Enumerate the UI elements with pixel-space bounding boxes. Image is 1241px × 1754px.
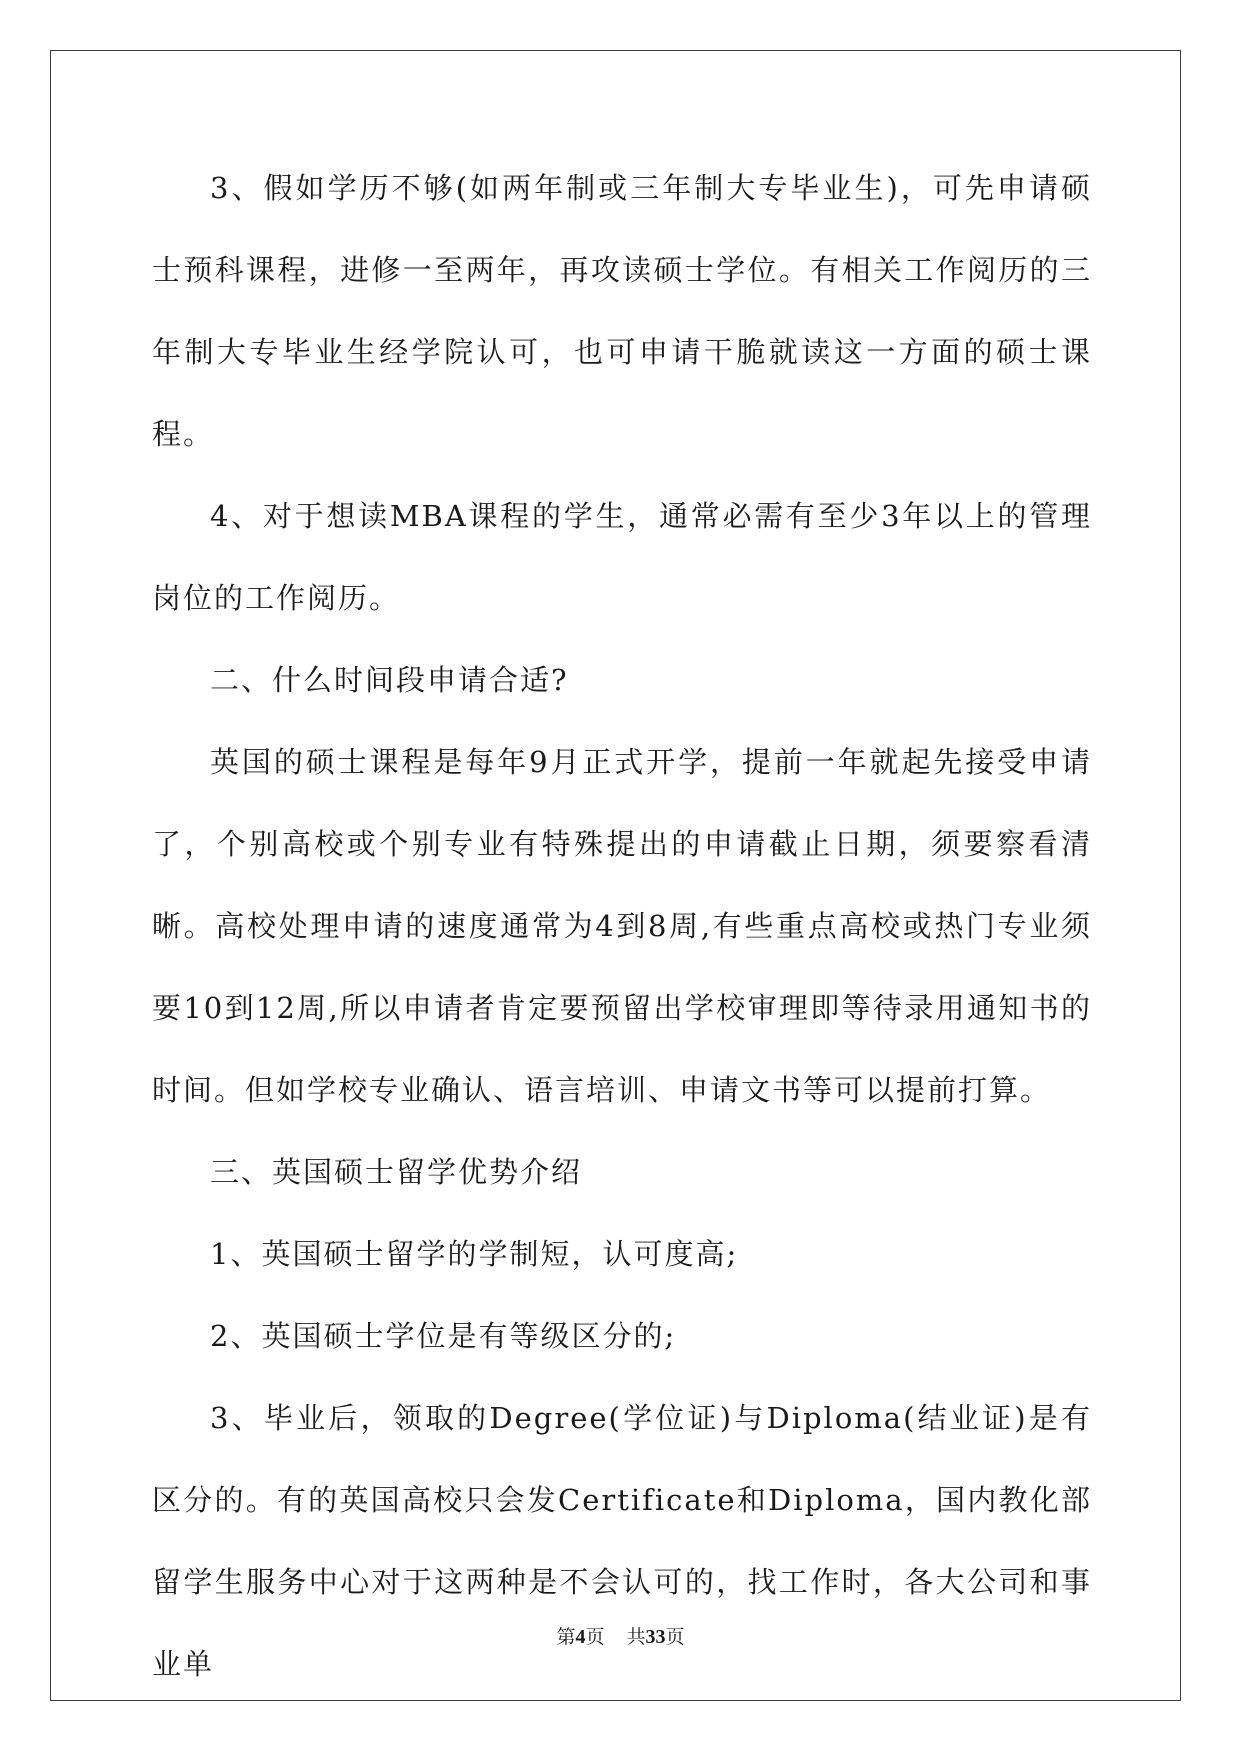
paragraph-2: 4、对于想读MBA课程的学生，通常必需有至少3年以上的管理岗位的工作阅历。 (152, 499, 1092, 615)
document-body (152, 155, 1092, 1705)
paragraph-3: 英国的硕士课程是每年9月正式开学，提前一年就起先接受申请了，个别高校或个别专业有特殊提出的申请截止日期，须要察看清晰。高校处理申请的速度通常为4到8周,有些重点高校或热门专业须要10到12周,所以申请者肯定要预留出学校审理即等待录用通知书的时间。但如学校专业确认、语言培训、申请文书等可以提前打算。 (152, 745, 1092, 1107)
list-item-1: 1、英国硕士留学的学制短，认可度高; (210, 1237, 739, 1271)
footer-prefix: 第 (556, 1626, 576, 1648)
total-pages-number: 33 (645, 1626, 666, 1648)
footer-total-prefix: 共 (626, 1626, 646, 1648)
page-footer (0, 1622, 1241, 1649)
section-heading-3: 三、英国硕士留学优势介绍 (210, 1155, 583, 1189)
list-item-3: 3、毕业后，领取的Degree(学位证)与Diploma(结业证)是有区分的。有的英国高校只会发Certificate和Diploma，国内教化部留学生服务中心对于这两种是不会认可的，找工作时，各大公司和事业单 (152, 1401, 1092, 1681)
footer-total-suffix: 页 (665, 1626, 685, 1648)
section-heading-2: 二、什么时间段申请合适? (210, 663, 569, 697)
list-item-2: 2、英国硕士学位是有等级区分的; (210, 1319, 677, 1353)
current-page-number: 4 (575, 1626, 586, 1648)
paragraph-1: 3、假如学历不够(如两年制或三年制大专毕业生)，可先申请硕士预科课程，进修一至两年，再攻读硕士学位。有相关工作阅历的三年制大专毕业生经学院认可，也可申请干脆就读这一方面的硕士课程。 (152, 171, 1092, 451)
footer-page-suffix: 页 (585, 1626, 605, 1648)
